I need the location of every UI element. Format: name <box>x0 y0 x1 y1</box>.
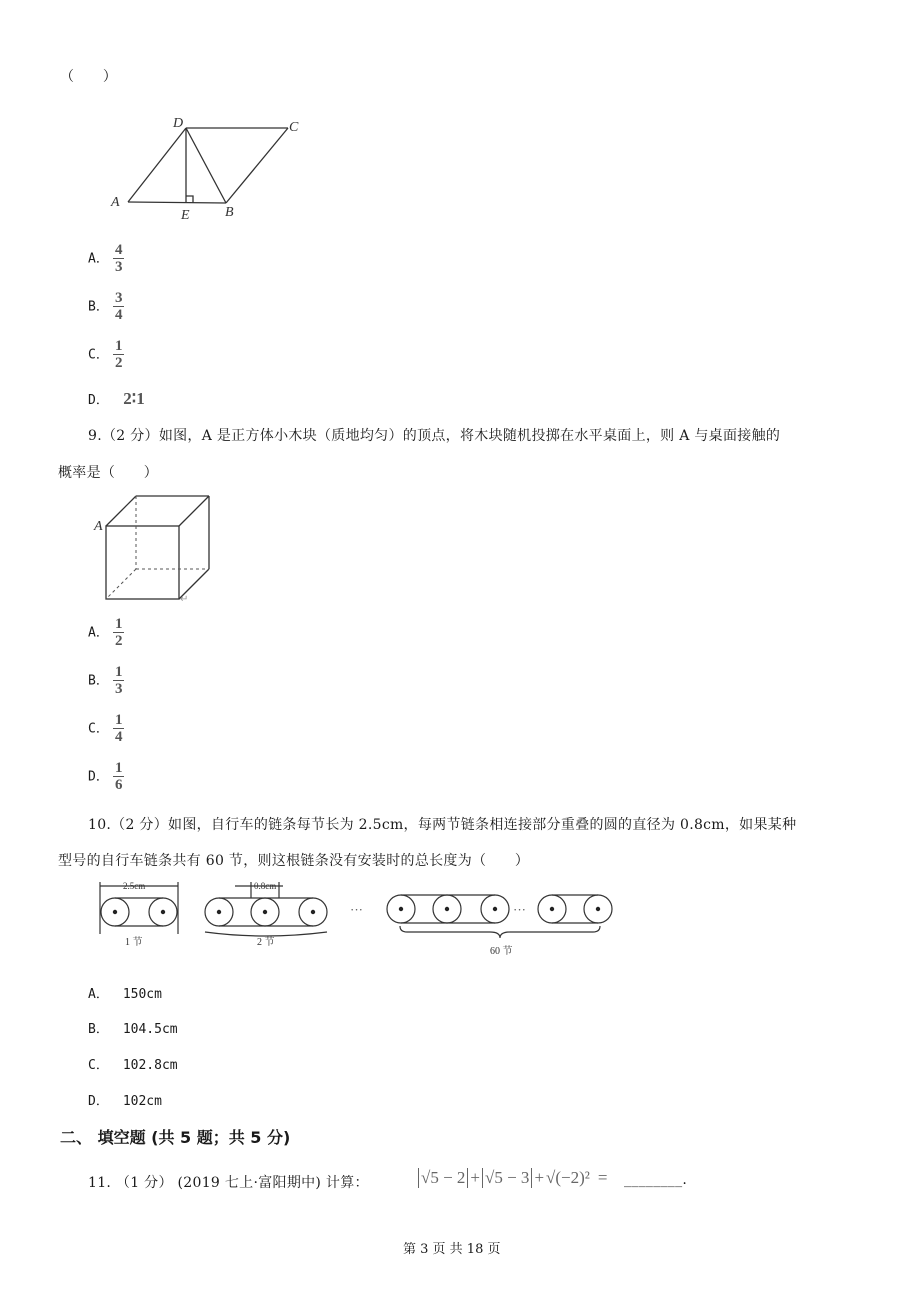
q9-text-line2: 概率是（ ） <box>58 465 159 481</box>
ellipsis-1: ··· <box>350 902 363 917</box>
q10-option-d[interactable]: D． 102cm <box>88 1094 162 1109</box>
label-e: E <box>181 208 190 223</box>
fraction: $\frac{3}{4}$ <box>115 290 123 323</box>
overlap-diameter-label: 0.8cm <box>254 881 277 891</box>
label-d: D <box>173 116 184 131</box>
plus-sign: + <box>534 1168 545 1187</box>
label-a: A <box>111 195 120 210</box>
answer-blank[interactable]: ________. <box>624 1172 688 1188</box>
abs-expr-2: √5 − 3 <box>482 1168 532 1188</box>
q9-option-b[interactable]: B． $\frac{1}{3}$ <box>88 664 123 697</box>
return-mark-icon: ↵ <box>180 594 189 605</box>
fraction: $\frac{1}{2}$ <box>115 338 123 371</box>
parallelogram-figure <box>105 112 310 224</box>
section-heading: 二、 填空题 (共 5 题；共 5 分) <box>60 1128 291 1147</box>
q10-text-line1: 10.（2 分）如图，自行车的链条每节长为 2.5cm，每两节链条相连接部分重叠的圆的直径为 0.8cm，如果某种 <box>88 817 797 833</box>
q9-option-c[interactable]: C． $\frac{1}{4}$ <box>88 712 123 745</box>
chain-length-label: 2.5cm <box>123 881 146 891</box>
segment-2-label: 2 节 <box>257 937 275 948</box>
fraction: $\frac{1}{3}$ <box>115 664 123 697</box>
q9-option-a[interactable]: A． $\frac{1}{2}$ <box>88 616 123 649</box>
q8-option-b[interactable]: B． $\frac{3}{4}$ <box>88 290 123 323</box>
fraction: $\frac{4}{3}$ <box>115 242 123 275</box>
q9-option-d[interactable]: D． $\frac{1}{6}$ <box>88 760 123 793</box>
bike-chain-figure <box>95 874 615 960</box>
q10-option-a[interactable]: A． 150cm <box>88 987 162 1002</box>
q10-option-b[interactable]: B． 104.5cm <box>88 1022 178 1037</box>
segment-1-label: 1 节 <box>125 937 143 948</box>
cube-figure <box>92 490 222 608</box>
answer-paren: （ ） <box>60 69 118 85</box>
fraction: $\frac{1}{4}$ <box>115 712 123 745</box>
plus-sign: + <box>470 1168 481 1187</box>
label-vertex-a: A <box>94 519 103 534</box>
q8-option-d[interactable]: D． 2∶1 <box>88 389 145 408</box>
abs-expr-1: √5 − 2 <box>418 1168 468 1188</box>
label-c: C <box>289 120 299 135</box>
page-footer: 第 3 页 共 18 页 <box>403 1242 501 1257</box>
fraction: $\frac{1}{6}$ <box>115 760 123 793</box>
q8-option-c[interactable]: C． $\frac{1}{2}$ <box>88 338 123 371</box>
q11-expression <box>418 1165 607 1191</box>
q10-option-c[interactable]: C． 102.8cm <box>88 1058 178 1073</box>
equals-sign: = <box>597 1168 608 1187</box>
q11-text: 11. （1 分） (2019 七上·富阳期中) 计算： <box>88 1175 369 1191</box>
q10-text-line2: 型号的自行车链条共有 60 节，则这根链条没有安装时的总长度为（ ） <box>58 853 530 869</box>
fraction: $\frac{1}{2}$ <box>115 616 123 649</box>
ellipsis-2: ··· <box>513 902 526 917</box>
q9-text-line1: 9.（2 分）如图，A 是正方体小木块（质地均匀）的顶点，将木块随机投掷在水平桌面上，则 A 与桌面接触的 <box>88 428 781 444</box>
label-b: B <box>225 205 234 220</box>
sqrt-expr: √(−2)² <box>546 1168 590 1187</box>
q8-option-a[interactable]: A． $\frac{4}{3}$ <box>88 242 123 275</box>
segment-60-label: 60 节 <box>490 946 513 957</box>
